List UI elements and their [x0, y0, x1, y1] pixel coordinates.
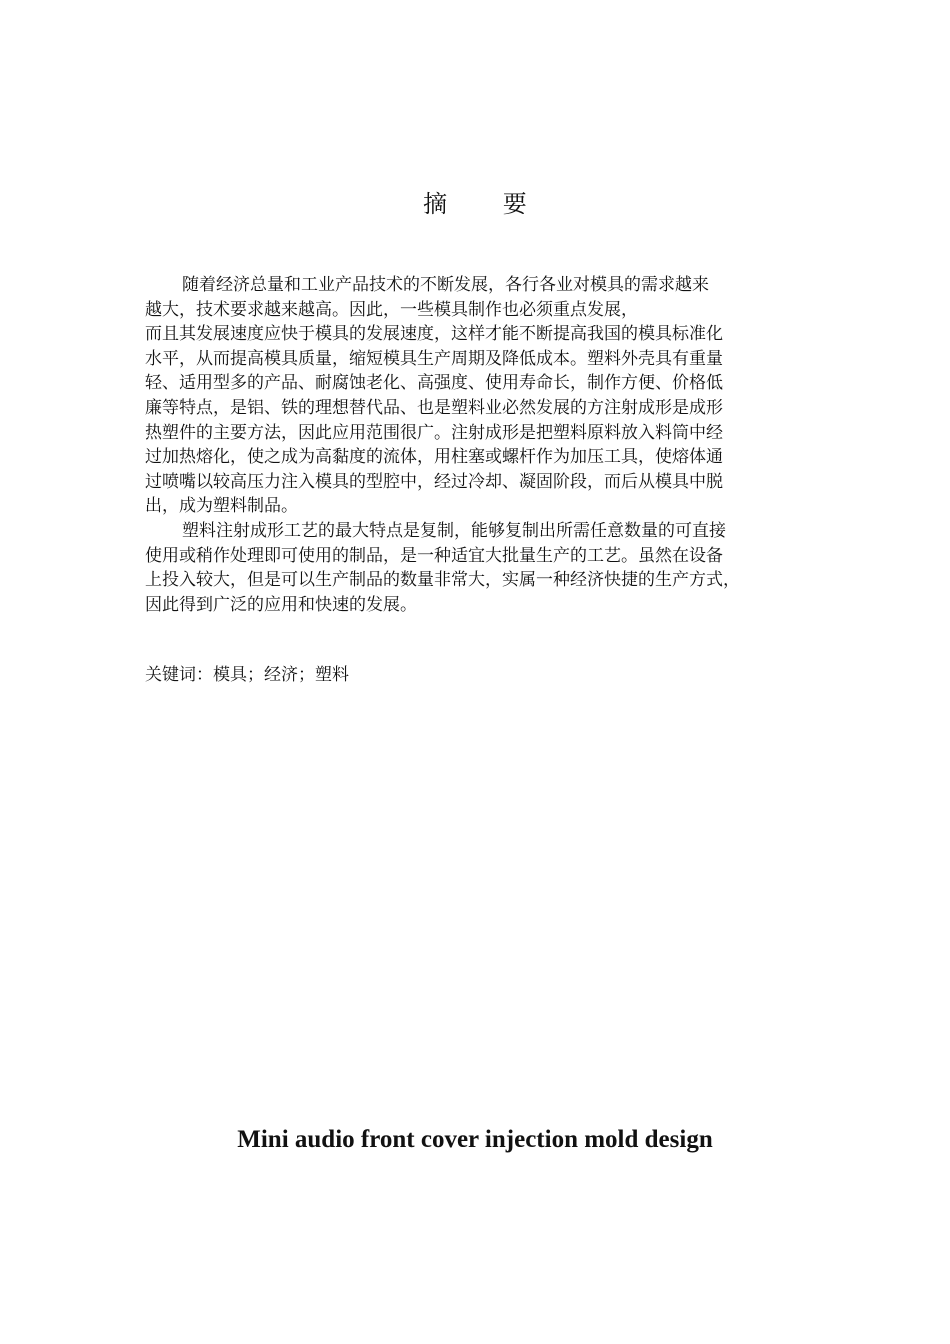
abstract-line: 上投入较大，但是可以生产制品的数量非常大，实属一种经济快捷的生产方式， — [145, 570, 740, 591]
abstract-line: 过加热熔化，使之成为高黏度的流体，用柱塞或螺杆作为加压工具，使熔体通 — [145, 447, 723, 468]
abstract-line: 随着经济总量和工业产品技术的不断发展，各行各业对模具的需求越来 — [182, 275, 709, 295]
abstract-line: 廉等特点，是铝、铁的理想替代品、也是塑料业必然发展的方注射成形是成形 — [145, 397, 723, 418]
abstract-line: 出，成为塑料制品。 — [145, 496, 298, 517]
abstract-line: 热塑件的主要方法，因此应用范围很广。注射成形是把塑料原料放入料筒中经 — [145, 422, 723, 443]
abstract-body — [145, 273, 810, 617]
abstract-line: 塑料注射成形工艺的最大特点是复制，能够复制出所需任意数量的可直接 — [182, 520, 726, 541]
abstract-line: 而且其发展速度应快于模具的发展速度，这样才能不断提高我国的模具标准化 — [145, 324, 723, 345]
keywords-line — [145, 660, 349, 685]
keywords-value: 模具；经济；塑料 — [213, 665, 349, 685]
abstract-line: 越大，技术要求越来越高。因此，一些模具制作也必须重点发展， — [145, 299, 638, 320]
keywords-label: 关键词： — [145, 665, 213, 685]
abstract-line: 使用或稍作处理即可使用的制品，是一种适宜大批量生产的工艺。虽然在设备 — [145, 545, 723, 566]
abstract-line: 水平，从而提高模具质量，缩短模具生产周期及降低成本。塑料外壳具有重量 — [145, 348, 723, 369]
abstract-title: 摘 要 — [423, 190, 551, 218]
abstract-line: 过喷嘴以较高压力注入模具的型腔中，经过冷却、凝固阶段，而后从模具中脱 — [145, 471, 723, 492]
english-title: Mini audio front cover injection mold design — [237, 1126, 713, 1153]
abstract-line: 轻、适用型多的产品、耐腐蚀老化、高强度、使用寿命长，制作方便、价格低 — [145, 373, 723, 394]
abstract-line: 因此得到广泛的应用和快速的发展。 — [145, 594, 417, 615]
